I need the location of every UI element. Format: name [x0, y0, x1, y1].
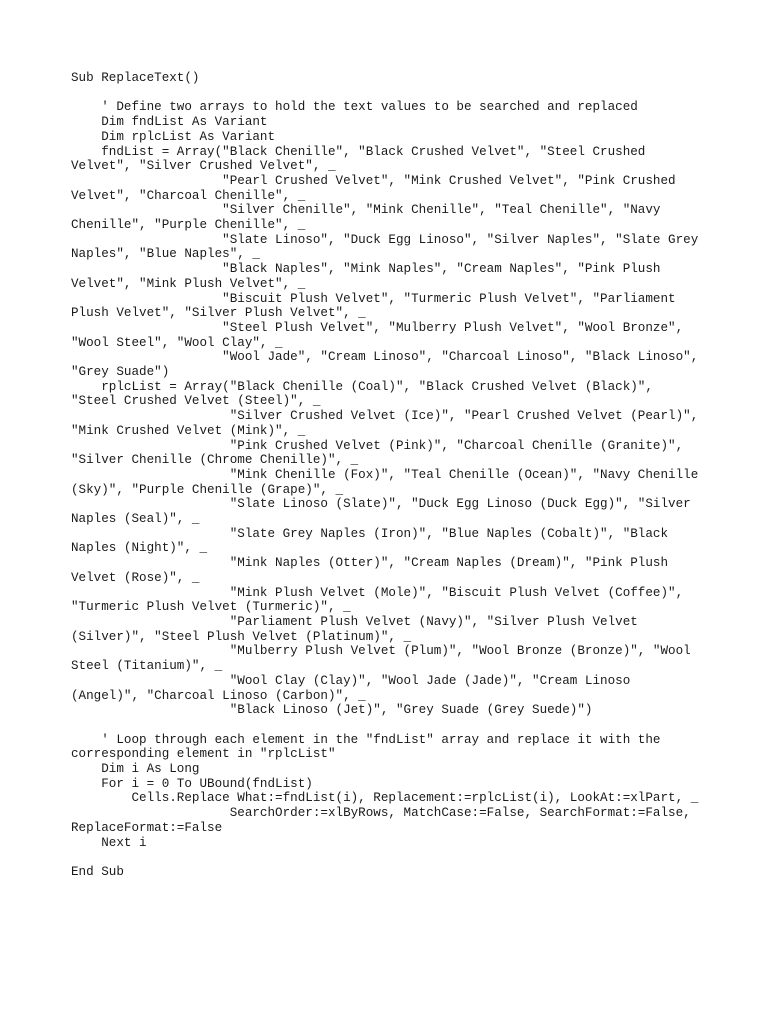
code-line: "Pearl Crushed Velvet", "Mink Crushed Velvet", "Pink Crushed	[71, 173, 676, 188]
code-line: Dim fndList As Variant	[71, 115, 268, 130]
code-line: "Wool Clay (Clay)", "Wool Jade (Jade)", "Cream Linoso	[71, 673, 631, 688]
code-line: "Wool Steel", "Wool Clay", _	[71, 335, 283, 350]
code-line: "Mink Crushed Velvet (Mink)", _	[71, 423, 306, 438]
code-line: "Turmeric Plush Velvet (Turmeric)", _	[71, 600, 351, 615]
code-line: "Mink Naples (Otter)", "Cream Naples (Dream)", "Pink Plush	[71, 556, 669, 571]
code-line: ' Loop through each element in the "fndList" array and replace it with the	[71, 732, 661, 747]
code-line: (Sky)", "Purple Chenille (Grape)", _	[71, 482, 344, 497]
code-line: Velvet", "Charcoal Chenille", _	[71, 188, 306, 203]
code-line	[71, 718, 711, 733]
code-line: "Black Linoso (Jet)", "Grey Suade (Grey Suede)")	[71, 703, 593, 718]
code-line: Velvet", "Silver Crushed Velvet", _	[71, 159, 336, 174]
code-line: "Mulberry Plush Velvet (Plum)", "Wool Bronze (Bronze)", "Wool	[71, 644, 691, 659]
code-line: Naples", "Blue Naples", _	[71, 247, 260, 262]
code-line: corresponding element in "rplcList"	[71, 747, 336, 762]
code-line: "Silver Chenille", "Mink Chenille", "Teal Chenille", "Navy	[71, 203, 661, 218]
code-line: Chenille", "Purple Chenille", _	[71, 218, 306, 233]
code-line: "Mink Plush Velvet (Mole)", "Biscuit Plush Velvet (Coffee)",	[71, 585, 684, 600]
code-line	[71, 850, 711, 865]
code-line: "Slate Linoso (Slate)", "Duck Egg Linoso (Duck Egg)", "Silver	[71, 497, 691, 512]
code-line: "Slate Grey Naples (Iron)", "Blue Naples (Cobalt)", "Black	[71, 526, 669, 541]
code-line: (Silver)", "Steel Plush Velvet (Platinum)", _	[71, 629, 412, 644]
code-line: Steel (Titanium)", _	[71, 659, 223, 674]
code-line: rplcList = Array("Black Chenille (Coal)", "Black Crushed Velvet (Black)",	[71, 379, 653, 394]
code-line: Velvet (Rose)", _	[71, 570, 200, 585]
code-line: ReplaceFormat:=False	[71, 820, 223, 835]
code-line: Dim i As Long	[71, 762, 200, 777]
code-line: "Parliament Plush Velvet (Navy)", "Silver Plush Velvet	[71, 615, 638, 629]
code-line: fndList = Array("Black Chenille", "Black Crushed Velvet", "Steel Crushed	[71, 144, 646, 159]
code-line: "Grey Suade")	[71, 365, 170, 380]
code-line: "Wool Jade", "Cream Linoso", "Charcoal Linoso", "Black Linoso",	[71, 350, 699, 365]
code-line: (Angel)", "Charcoal Linoso (Carbon)", _	[71, 688, 366, 703]
code-line: "Steel Crushed Velvet (Steel)", _	[71, 394, 321, 409]
code-line: End Sub	[71, 864, 124, 879]
code-line: "Slate Linoso", "Duck Egg Linoso", "Silver Naples", "Slate Grey	[71, 232, 699, 247]
code-line: SearchOrder:=xlByRows, MatchCase:=False, SearchFormat:=False,	[71, 806, 691, 821]
code-document	[71, 71, 711, 880]
code-line: "Pink Crushed Velvet (Pink)", "Charcoal Chenille (Granite)",	[71, 438, 684, 453]
code-line: Dim rplcList As Variant	[71, 129, 276, 144]
code-line: "Biscuit Plush Velvet", "Turmeric Plush Velvet", "Parliament	[71, 291, 676, 306]
code-line: For i = 0 To UBound(fndList)	[71, 776, 313, 791]
code-line: Next i	[71, 835, 147, 850]
code-line: "Silver Chenille (Chrome Chenille)", _	[71, 453, 359, 468]
code-line: Plush Velvet", "Silver Plush Velvet", _	[71, 306, 366, 321]
code-line: "Silver Crushed Velvet (Ice)", "Pearl Crushed Velvet (Pearl)",	[71, 409, 699, 424]
code-line: "Mink Chenille (Fox)", "Teal Chenille (Ocean)", "Navy Chenille	[71, 467, 699, 482]
code-line: "Black Naples", "Mink Naples", "Cream Naples", "Pink Plush	[71, 262, 661, 277]
code-line: ' Define two arrays to hold the text values to be searched and replaced	[71, 100, 638, 115]
code-line: Naples (Night)", _	[71, 541, 208, 556]
code-line: Velvet", "Mink Plush Velvet", _	[71, 276, 306, 291]
code-line: Naples (Seal)", _	[71, 512, 200, 527]
code-line: Sub ReplaceText()	[71, 71, 200, 85]
code-line: Cells.Replace What:=fndList(i), Replacement:=rplcList(i), LookAt:=xlPart, _	[71, 791, 699, 806]
code-line	[71, 86, 711, 101]
code-line: "Steel Plush Velvet", "Mulberry Plush Velvet", "Wool Bronze",	[71, 320, 684, 335]
